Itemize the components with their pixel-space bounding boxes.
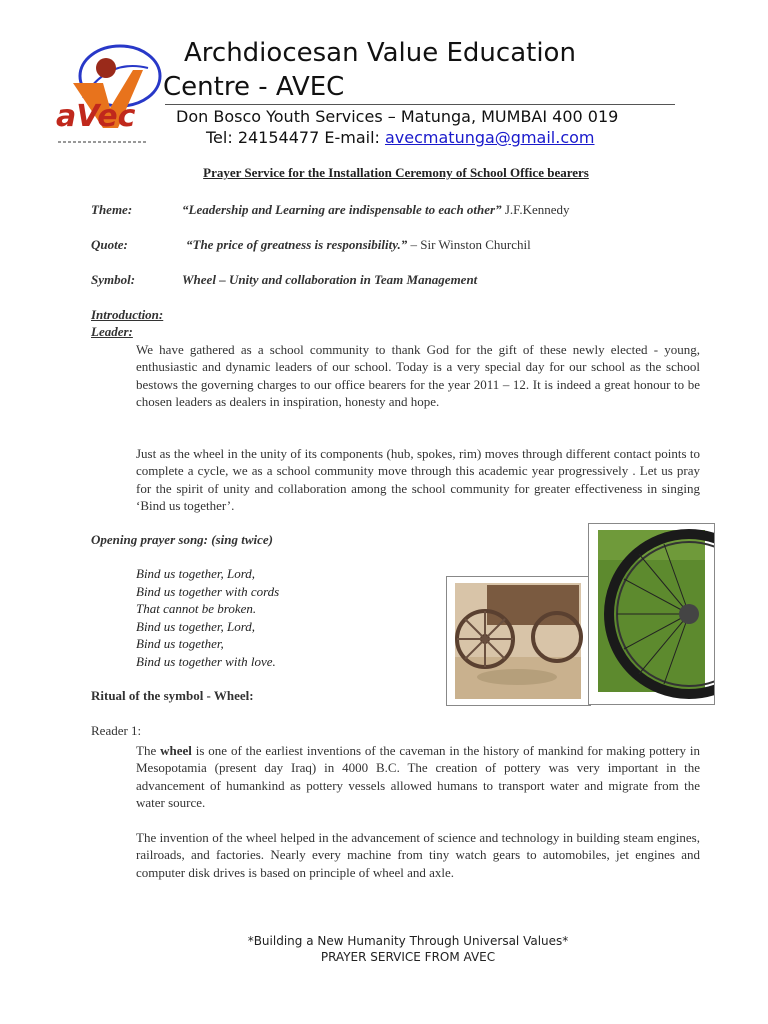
theme-label: Theme: [91,202,133,217]
footer-tagline: *Building a New Humanity Through Universal Values* [247,934,569,948]
contact-line [206,128,595,147]
wheel-bold: wheel [160,743,192,758]
reader-paragraph-2: The invention of the wheel helped in the advancement of science and technology in building steam engines, railroads, and factories. Nearly every machine from tiny watch gears to automobiles, jet engines and computer disk drives is based on principle of wheel and axle. [136,830,700,880]
song-line: Bind us together with love. [136,653,276,669]
introduction-heading: Introduction: [91,307,164,322]
theme-text: “Leadership and Learning are indispensable to each other” [182,202,502,217]
song-line: Bind us together with cords [136,583,280,599]
symbol-label: Symbol: [91,272,136,287]
bicycle-wheel-photo [588,523,715,705]
org-name-line2: Centre - AVEC [163,72,345,102]
song-line: That cannot be broken. [136,601,257,616]
song-line: Bind us together, [136,636,224,651]
quote-label: Quote: [91,237,128,252]
symbol-text: Wheel – Unity and collaboration in Team Management [182,272,478,287]
leader-paragraph-1: We have gathered as a school community to thank God for the gift of these newly elected - young, enthusiastic and dynamic leaders of our school. Today is a very special day for our school as the school bestows the governing charges to our office bearers for the year 2011 – 12. It is indeed a great honour to be chosen leaders as dealers in inspiration, honesty and hope. [136,342,700,409]
leader-label: Leader: [91,324,133,339]
org-address: Don Bosco Youth Services – Matunga, MUMBAI 400 019 [176,107,619,126]
reader-paragraph-1: The wheel is one of the earliest inventions of the caveman in the history of mankind for making pottery in Mesopotamia (present day Iraq) in 4000 B.C. The creation of pottery was very important in the advancement of humankind as pottery vessels allowed humans to transport water and migrate from the water source. [136,743,700,810]
page-title: Prayer Service for the Installation Ceremony of School Office bearers [203,165,589,180]
leader-paragraph-2: Just as the wheel in the unity of its components (hub, spokes, rim) moves through different contact points to complete a cycle, we as a school community move through this academic year progressively . Let us pray for the spirit of unity and collaboration among the school community for greater effectiveness in singing ‘Bind us together’. [136,446,700,513]
tel-label: Tel: 24154477 E-mail: [206,128,385,147]
footer-source: PRAYER SERVICE FROM AVEC [320,950,496,964]
reader-label: Reader 1: [91,723,142,738]
song-line: Bind us together, Lord, [136,566,256,581]
ritual-heading: Ritual of the symbol - Wheel: [91,688,254,703]
header-divider [165,104,675,105]
org-name-line1: Archdiocesan Value Education [184,38,576,68]
song-lyrics [136,565,279,670]
song-heading: Opening prayer song: (sing twice) [91,532,273,547]
theme-author: J.F.Kennedy [501,202,570,217]
theme-value [182,202,570,218]
quote-author: – Sir Winston Churchil [407,237,531,252]
quote-text: “The price of greatness is responsibility.” [186,237,408,252]
cart-wheel-photo [446,576,591,706]
email-link[interactable]: avecmatunga@gmail.com [384,128,595,147]
avec-logo [48,38,168,148]
logo-wordmark: aVec [56,99,136,134]
song-line: Bind us together, Lord, [136,618,256,634]
quote-value [186,237,531,253]
